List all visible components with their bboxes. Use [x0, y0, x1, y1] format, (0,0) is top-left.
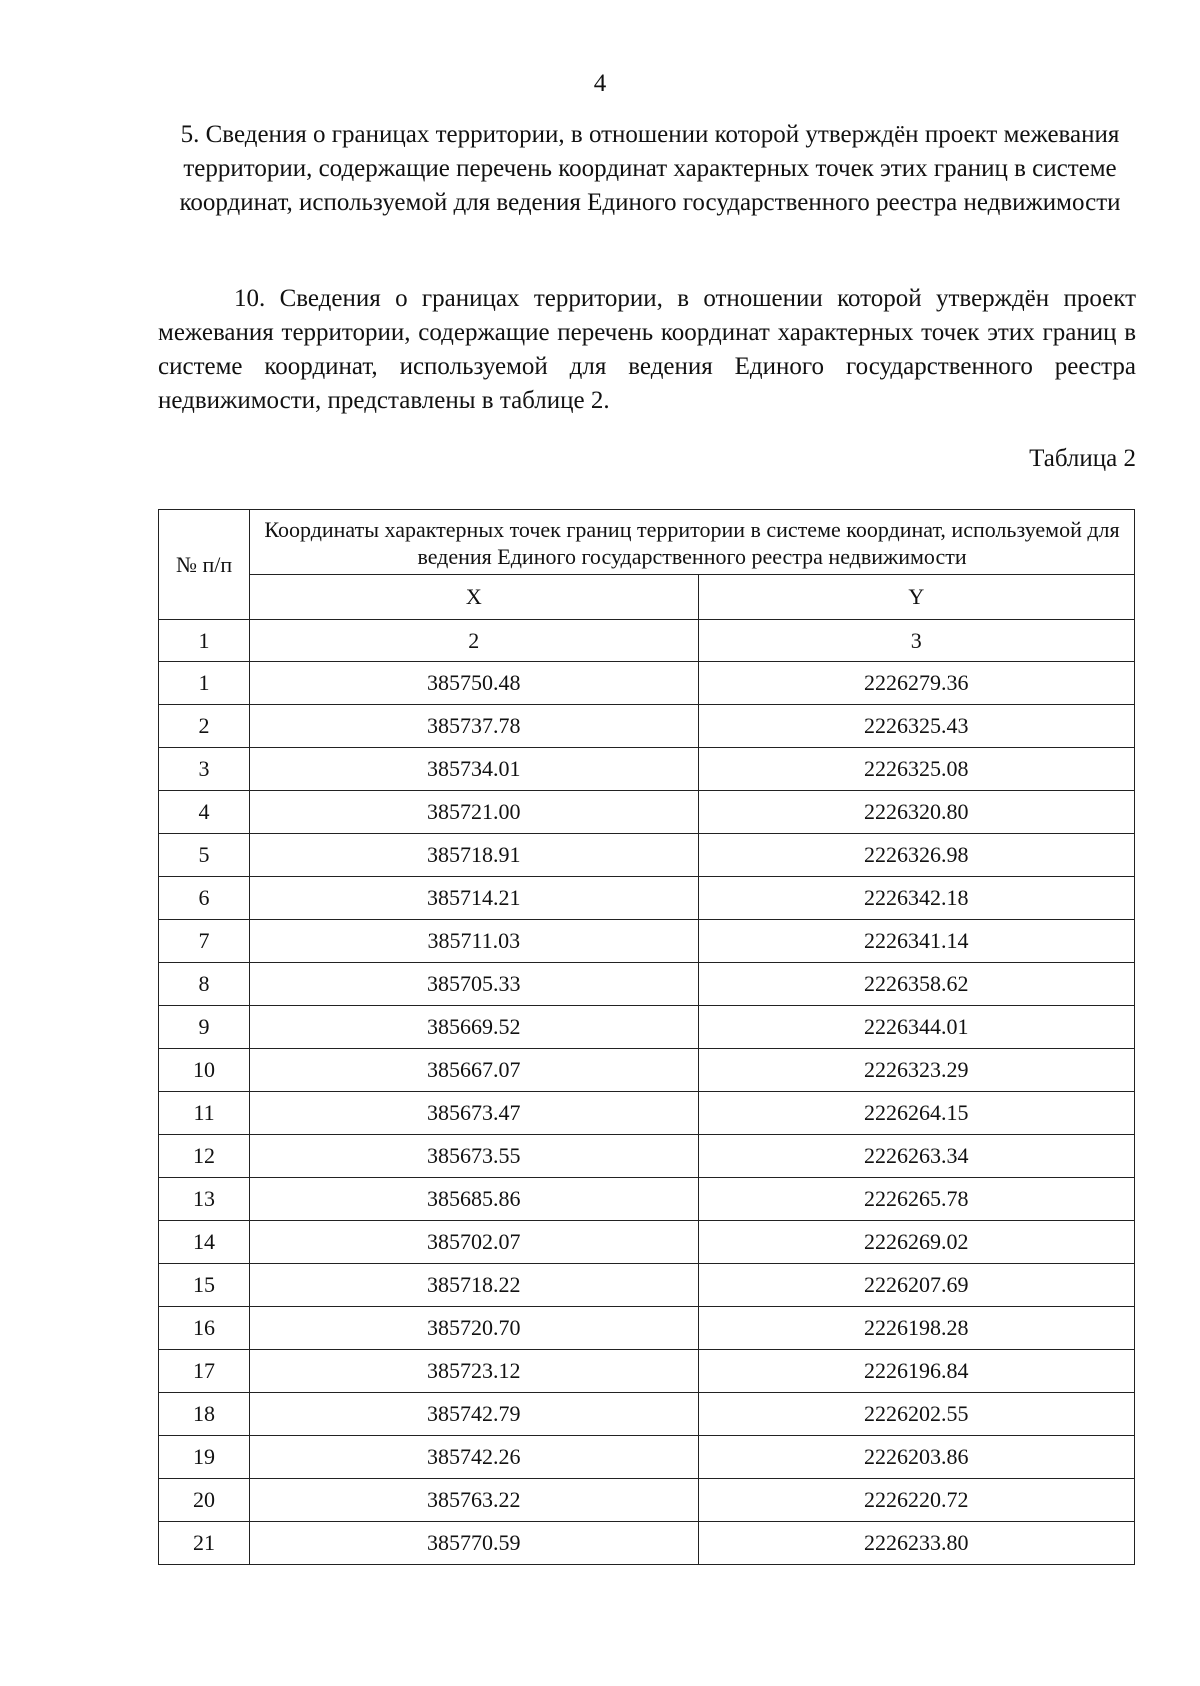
x-coordinate-cell: 385673.47 — [250, 1092, 698, 1135]
y-coordinate-cell: 2226263.34 — [698, 1135, 1134, 1178]
x-coordinate-cell: 385714.21 — [250, 877, 698, 920]
row-number-cell: 11 — [159, 1092, 250, 1135]
x-coordinate-cell: 385718.22 — [250, 1264, 698, 1307]
row-number-cell: 16 — [159, 1307, 250, 1350]
y-coordinate-cell: 2226279.36 — [698, 662, 1134, 705]
table-row — [159, 1479, 1135, 1522]
y-coordinate-cell: 2226264.15 — [698, 1092, 1134, 1135]
page-number: 4 — [593, 70, 607, 97]
row-number-cell: 21 — [159, 1522, 250, 1565]
x-coordinate-cell: 385711.03 — [250, 920, 698, 963]
x-coordinate-cell: 385673.55 — [250, 1135, 698, 1178]
table-row — [159, 791, 1135, 834]
y-coordinate-cell: 2226207.69 — [698, 1264, 1134, 1307]
header-y: Y — [698, 575, 1134, 620]
table-row — [159, 1092, 1135, 1135]
y-coordinate-cell: 2226344.01 — [698, 1006, 1134, 1049]
header-row-number: № п/п — [159, 510, 250, 620]
row-number-cell: 2 — [159, 705, 250, 748]
y-coordinate-cell: 2226265.78 — [698, 1178, 1134, 1221]
row-number-cell: 6 — [159, 877, 250, 920]
row-number-cell: 14 — [159, 1221, 250, 1264]
table-row — [159, 877, 1135, 920]
y-coordinate-cell: 2226320.80 — [698, 791, 1134, 834]
row-number-cell: 4 — [159, 791, 250, 834]
y-coordinate-cell: 2226203.86 — [698, 1436, 1134, 1479]
coordinates-table — [158, 509, 1135, 1565]
row-number-cell: 7 — [159, 920, 250, 963]
row-number-cell: 10 — [159, 1049, 250, 1092]
table-row — [159, 1049, 1135, 1092]
x-coordinate-cell: 385721.00 — [250, 791, 698, 834]
row-number-cell: 20 — [159, 1479, 250, 1522]
row-number-cell: 1 — [159, 662, 250, 705]
x-coordinate-cell: 385702.07 — [250, 1221, 698, 1264]
x-coordinate-cell: 385669.52 — [250, 1006, 698, 1049]
header-coordinates: Координаты характерных точек границ территории в системе координат, используемой для ведения Единого государственного реестра недвижимости — [250, 510, 1135, 575]
x-coordinate-cell: 385718.91 — [250, 834, 698, 877]
table-row — [159, 748, 1135, 791]
x-coordinate-cell: 385734.01 — [250, 748, 698, 791]
x-coordinate-cell: 385742.79 — [250, 1393, 698, 1436]
coordinates-table-body — [159, 662, 1135, 1565]
y-coordinate-cell: 2226342.18 — [698, 877, 1134, 920]
row-number-cell: 5 — [159, 834, 250, 877]
table-row — [159, 1178, 1135, 1221]
table-row — [159, 1006, 1135, 1049]
index-cell: 1 — [159, 620, 250, 662]
row-number-cell: 17 — [159, 1350, 250, 1393]
row-number-cell: 18 — [159, 1393, 250, 1436]
x-coordinate-cell: 385720.70 — [250, 1307, 698, 1350]
table-row — [159, 1135, 1135, 1178]
section-heading: 5. Сведения о границах территории, в отношении которой утверждён проект межевания территории, содержащие перечень координат характерных точек этих границ в системе координат, используемой для ведения Единого государственного реестра недвижимости — [179, 121, 1121, 216]
x-coordinate-cell: 385770.59 — [250, 1522, 698, 1565]
y-coordinate-cell: 2226233.80 — [698, 1522, 1134, 1565]
table-row — [159, 920, 1135, 963]
x-coordinate-cell: 385667.07 — [250, 1049, 698, 1092]
y-coordinate-cell: 2226325.43 — [698, 705, 1134, 748]
table-row — [159, 1393, 1135, 1436]
x-coordinate-cell: 385742.26 — [250, 1436, 698, 1479]
table-row — [159, 1350, 1135, 1393]
y-coordinate-cell: 2226325.08 — [698, 748, 1134, 791]
index-cell: 3 — [698, 620, 1134, 662]
y-coordinate-cell: 2226202.55 — [698, 1393, 1134, 1436]
table-row — [159, 1436, 1135, 1479]
y-coordinate-cell: 2226326.98 — [698, 834, 1134, 877]
table-row — [159, 963, 1135, 1006]
y-coordinate-cell: 2226358.62 — [698, 963, 1134, 1006]
body-paragraph: 10. Сведения о границах территории, в отношении которой утверждён проект межевания территории, содержащие перечень координат характерных точек этих границ в системе координат, используемой для ведения Единого государственного реестра недвижимости, представлены в таблице 2. — [158, 285, 1136, 414]
row-number-cell: 8 — [159, 963, 250, 1006]
x-coordinate-cell: 385750.48 — [250, 662, 698, 705]
x-coordinate-cell: 385763.22 — [250, 1479, 698, 1522]
row-number-cell: 12 — [159, 1135, 250, 1178]
row-number-cell: 15 — [159, 1264, 250, 1307]
table-row — [159, 1522, 1135, 1565]
table-caption: Таблица 2 — [1029, 445, 1136, 472]
table-row — [159, 1264, 1135, 1307]
y-coordinate-cell: 2226341.14 — [698, 920, 1134, 963]
row-number-cell: 19 — [159, 1436, 250, 1479]
table-row — [159, 1307, 1135, 1350]
table-row — [159, 662, 1135, 705]
row-number-cell: 9 — [159, 1006, 250, 1049]
table-row — [159, 705, 1135, 748]
header-x: X — [250, 575, 698, 620]
table-row — [159, 834, 1135, 877]
y-coordinate-cell: 2226198.28 — [698, 1307, 1134, 1350]
x-coordinate-cell: 385737.78 — [250, 705, 698, 748]
table-row — [159, 1221, 1135, 1264]
x-coordinate-cell: 385705.33 — [250, 963, 698, 1006]
y-coordinate-cell: 2226323.29 — [698, 1049, 1134, 1092]
y-coordinate-cell: 2226269.02 — [698, 1221, 1134, 1264]
index-cell: 2 — [250, 620, 698, 662]
y-coordinate-cell: 2226220.72 — [698, 1479, 1134, 1522]
x-coordinate-cell: 385723.12 — [250, 1350, 698, 1393]
y-coordinate-cell: 2226196.84 — [698, 1350, 1134, 1393]
row-number-cell: 13 — [159, 1178, 250, 1221]
x-coordinate-cell: 385685.86 — [250, 1178, 698, 1221]
row-number-cell: 3 — [159, 748, 250, 791]
